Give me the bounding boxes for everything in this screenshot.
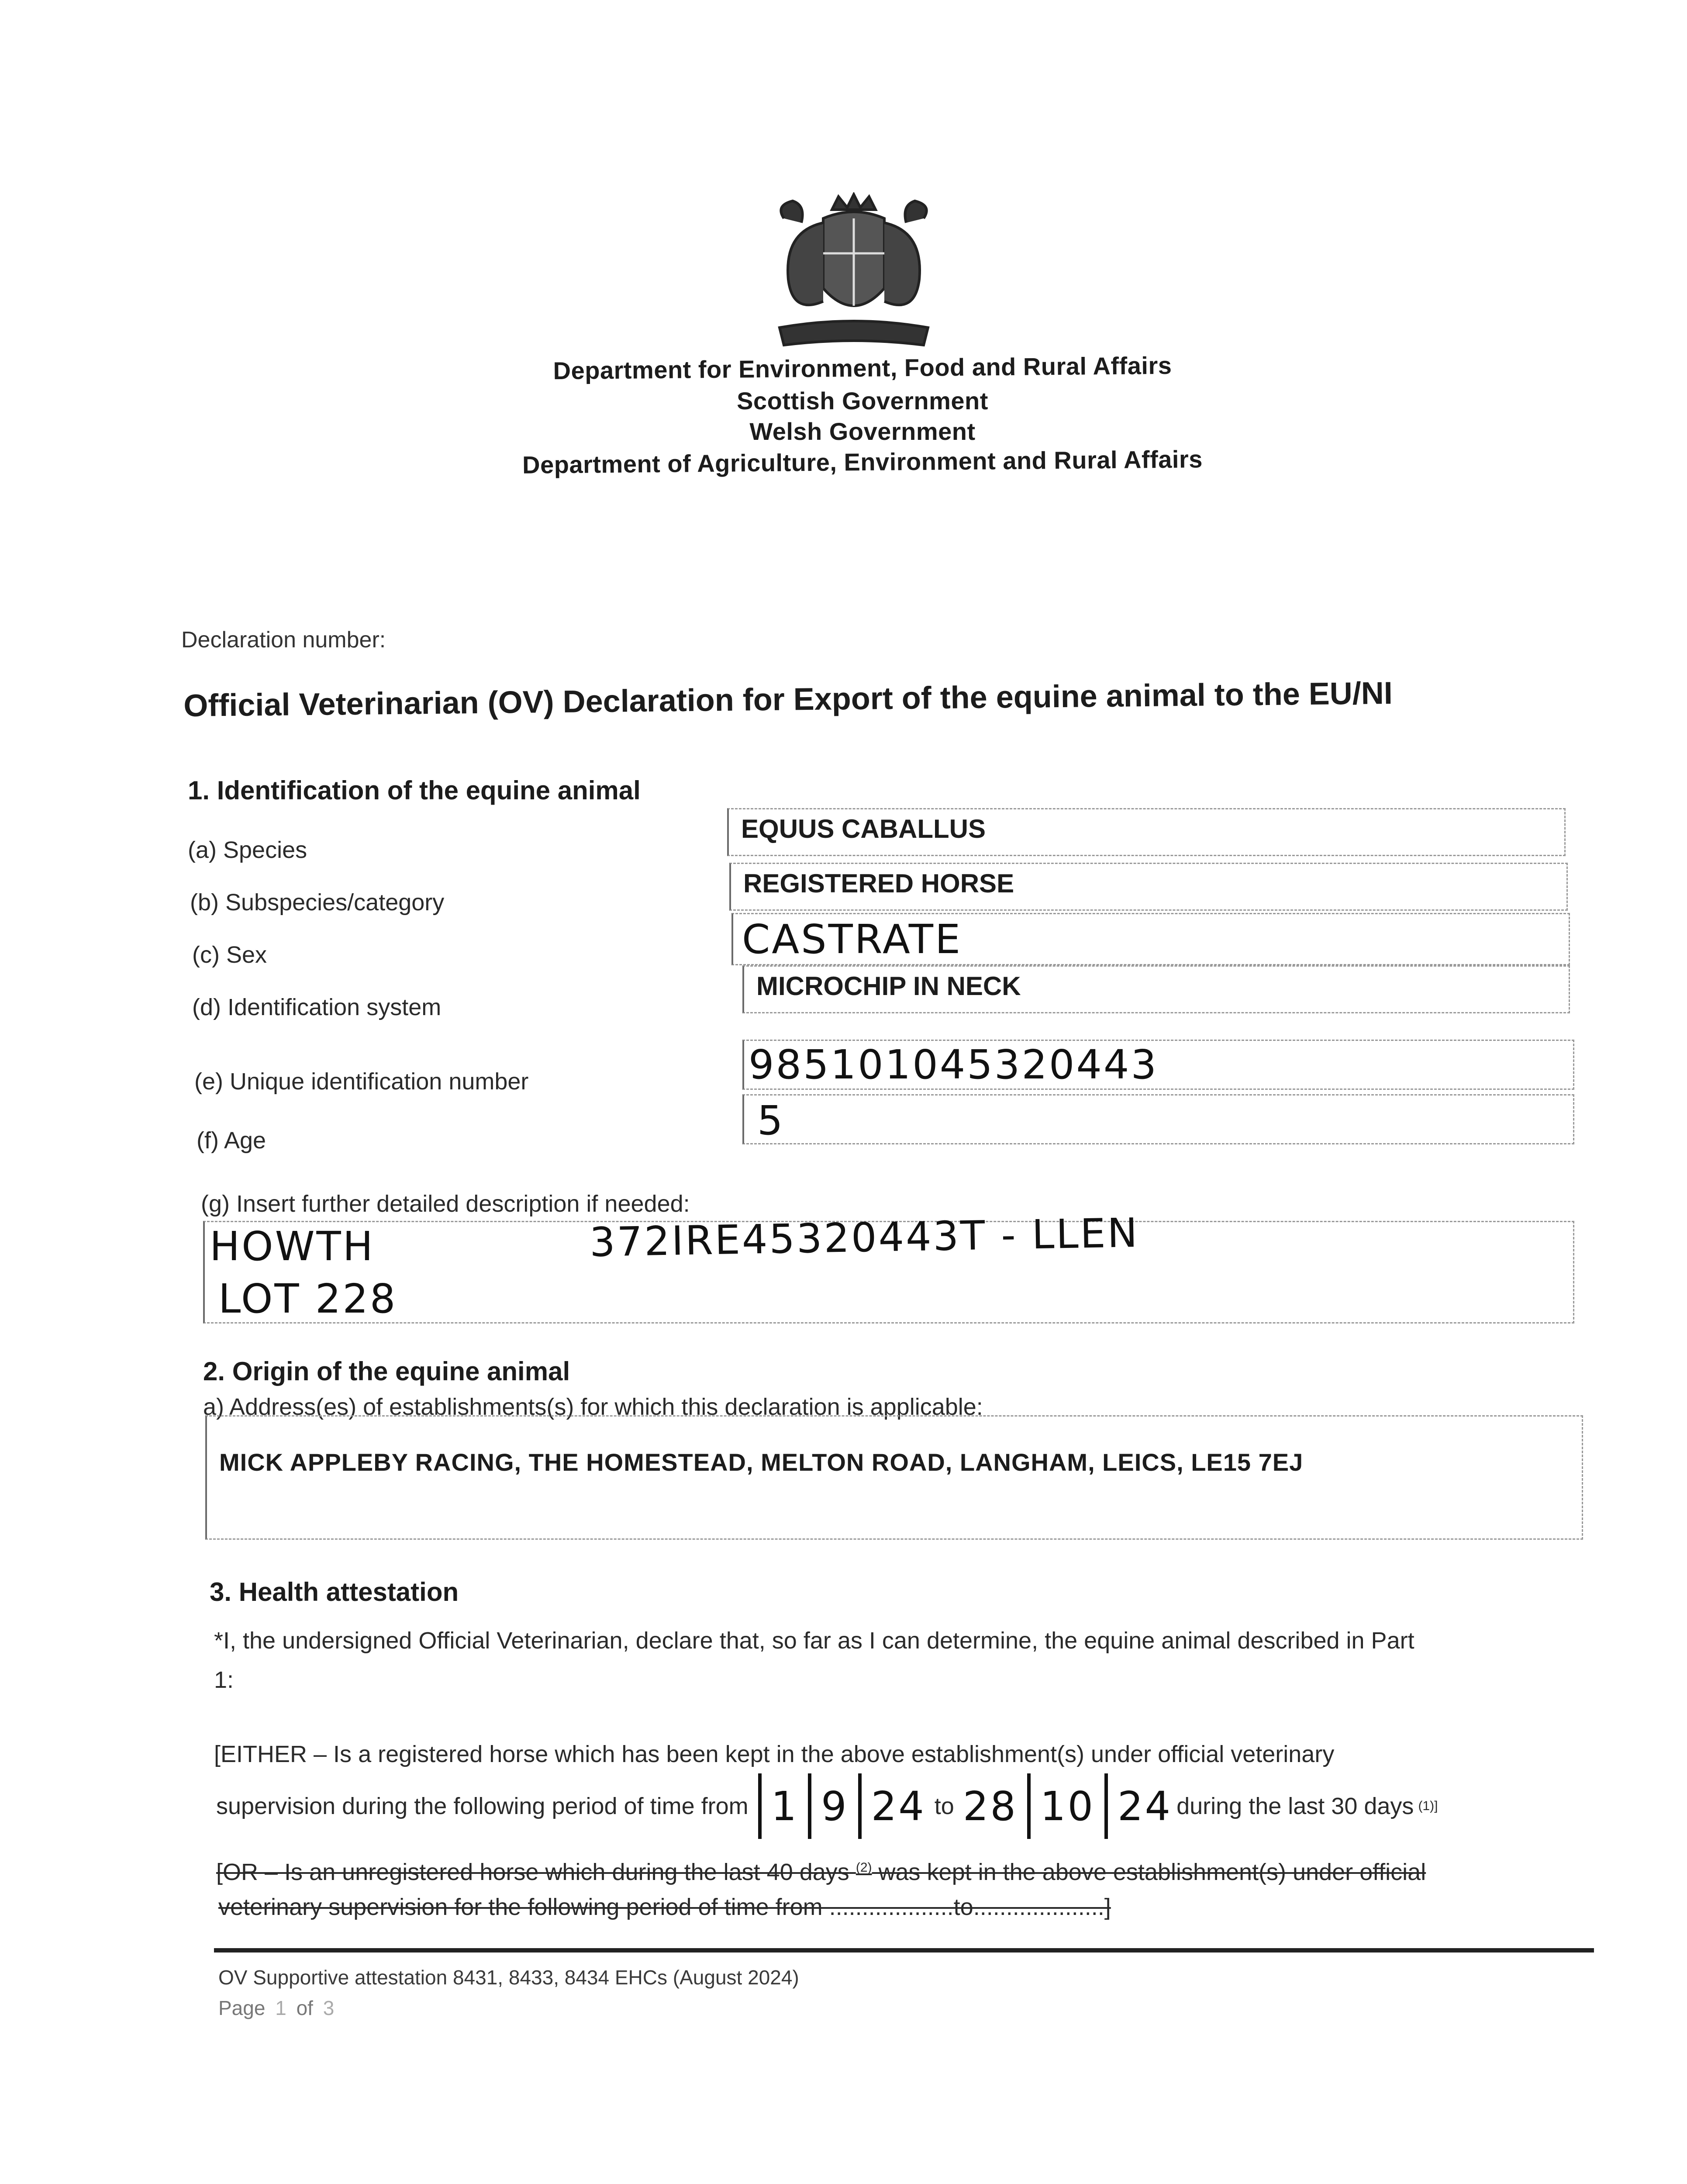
either-line-2-end: during the last 30 days [1176, 1793, 1414, 1819]
or-line-1 [216, 1859, 1426, 1886]
either-footnote: (1)] [1418, 1799, 1438, 1813]
further-description-lot: LOT 228 [218, 1275, 397, 1322]
footer-page [218, 1996, 334, 2020]
species-label: (a) Species [188, 837, 307, 863]
footer-attestation: OV Supportive attestation 8431, 8433, 8434 EHCs (August 2024) [218, 1966, 799, 1989]
age-label: (f) Age [197, 1127, 266, 1154]
section-3-heading: 3. Health attestation [210, 1577, 459, 1607]
date-from-day: 1 [771, 1783, 799, 1830]
species-value: EQUUS CABALLUS [741, 814, 986, 843]
footer-of-label: of [296, 1997, 313, 2019]
unique-id-label: (e) Unique identification number [194, 1068, 529, 1095]
either-to: to [934, 1793, 954, 1819]
sex-value: CASTRATE [742, 916, 963, 963]
department-line-4: Department of Agriculture, Environment and Rural Affairs [522, 445, 1203, 479]
department-line-3: Welsh Government [749, 418, 976, 445]
document-title: Official Veterinarian (OV) Declaration for Export of the equine animal to the EU/NI [183, 676, 1393, 723]
address-field [205, 1415, 1583, 1540]
section-1-heading: 1. Identification of the equine animal [188, 776, 641, 805]
unique-id-field [742, 1040, 1574, 1090]
footer-page-label: Page [218, 1997, 266, 2019]
further-description-horse-name: HOWTH [210, 1223, 375, 1270]
footer-rule [214, 1948, 1594, 1952]
sex-field [731, 913, 1570, 965]
footer-page-total: 3 [323, 1997, 335, 2019]
or-line-1-start: [OR – Is an unregistered horse which during the last 40 days [216, 1859, 849, 1885]
identification-system-field [742, 965, 1570, 1013]
subspecies-value: REGISTERED HORSE [743, 869, 1014, 898]
section-2-heading: 2. Origin of the equine animal [203, 1357, 570, 1386]
date-from-year: 24 [871, 1783, 926, 1830]
footer-page-number: 1 [275, 1997, 286, 2019]
or-line-2: veterinary supervision for the following period of time from ...................to....................] [218, 1894, 1111, 1920]
species-field [727, 808, 1566, 856]
address-value: MICK APPLEBY RACING, THE HOMESTEAD, MELTON ROAD, LANGHAM, LEICS, LE15 7EJ [219, 1448, 1304, 1476]
unique-id-value: 985101045320443 [749, 1041, 1158, 1088]
identification-system-label: (d) Identification system [192, 994, 442, 1020]
department-line-2: Scottish Government [737, 387, 988, 415]
further-description-passport: 372IRE45320443T - LLEN [589, 1209, 1140, 1266]
address-label: a) Address(es) of establishments(s) for which this declaration is applicable: [203, 1394, 983, 1420]
date-to-year: 24 [1118, 1783, 1173, 1830]
or-line-1-end: was kept in the above establishment(s) under official [878, 1859, 1426, 1885]
identification-system-value: MICROCHIP IN NECK [756, 971, 1021, 1001]
date-from-month: 9 [821, 1783, 849, 1830]
declaration-number-label: Declaration number: [181, 627, 386, 653]
age-field [742, 1094, 1574, 1144]
sex-label: (c) Sex [192, 942, 267, 968]
age-value: 5 [757, 1097, 785, 1144]
date-to-month: 10 [1040, 1783, 1095, 1830]
date-to-day: 28 [963, 1783, 1018, 1830]
subspecies-field [729, 863, 1568, 911]
subspecies-label: (b) Subspecies/category [190, 889, 445, 916]
royal-coat-of-arms-logo [758, 192, 950, 354]
health-intro-line-1: *I, the undersigned Official Veterinarian, declare that, so far as I can determine, the equine animal described in Part [214, 1628, 1414, 1654]
either-line-2 [216, 1773, 1438, 1839]
health-intro-line-2: 1: [214, 1667, 234, 1693]
either-line-1: [EITHER – Is a registered horse which has been kept in the above establishment(s) under official veterinary [214, 1741, 1335, 1767]
either-line-2-start: supervision during the following period of time from [216, 1793, 749, 1819]
further-description-label: (g) Insert further detailed description if needed: [201, 1191, 690, 1217]
or-footnote: (2) [856, 1860, 872, 1875]
department-line-1: Department for Environment, Food and Rural Affairs [553, 351, 1172, 385]
